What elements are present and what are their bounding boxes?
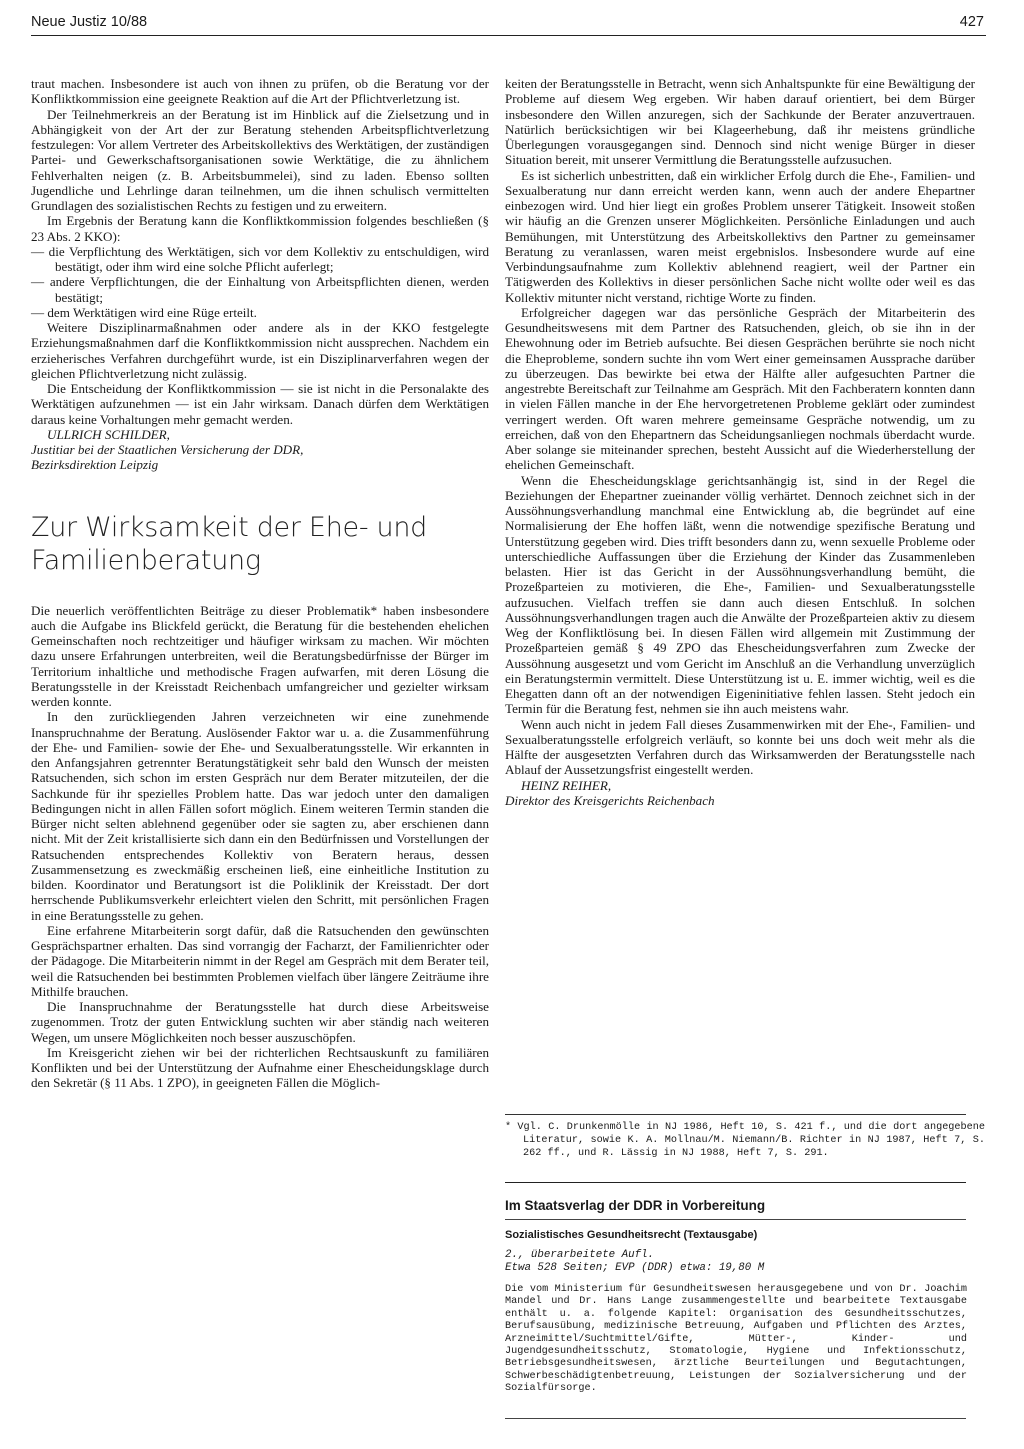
author-name: HEINZ REIHER,: [521, 777, 612, 793]
section-title-line: Zur Wirksamkeit der Ehe- und: [31, 511, 428, 543]
author-name: ULLRICH SCHILDER,: [47, 426, 170, 442]
paragraph: Im Ergebnis der Beratung kann die Konfliktkommission folgendes beschließen (§ 23 Abs. 2 KKO):: [31, 213, 489, 244]
paragraph: Wenn auch nicht in jedem Fall dieses Zusammenwirken mit der Ehe-, Familien- und Sexualberatungsstelle erfolgreich verläuft, so konnte bei uns doch weit mehr als die Hälfte der ausgesetzten Verfahren durch das Wirksamwerden der Beratungsstelle nach Ablauf der Aussetzungsfrist eingestellt werden.: [505, 716, 975, 778]
list-item: — andere Verpflichtungen, die der Einhaltung von Arbeitspflichten dienen, werden bestätigt;: [31, 274, 489, 305]
page-number: 427: [959, 14, 984, 30]
paragraph: Die Entscheidung der Konfliktkommission — sie ist nicht in die Personalakte des Werktätigen aufzunehmen — ist ein Jahr wirksam. Danach dürfen dem Werktätigen daraus keine Vorhaltungen mehr gemacht werden.: [31, 381, 489, 427]
announcement-rule-bottom: [505, 1418, 966, 1419]
header-rule: [31, 35, 986, 36]
paragraph: Wenn die Ehescheidungsklage gerichtsanhängig ist, sind in der Regel die Beziehungen der Ehepartner zueinander völlig verhärtet. Dennoch zeichnet sich in der Aussöhnungsverhandlung manchmal eine Entwicklung ab, die begründet auf eine Normalisierung der Ehe hoffen läßt, wenn die notwendige spezifische Beratung und Unterstützung gegeben wird. Dies trifft besonders dann zu, wenn sexuelle Probleme oder unterschiedliche Auffassungen über die Erziehung der Kinder das Zusammenleben belasten. Hier ist das Gericht in der Aussöhnungsverhandlung bemüht, die Prozeßparteien zu motivieren, die Ehe-, Familien- und Sexualberatungsstelle aufzusuchen. Vielfach treffen sie dann auch diesen Entschluß. In solchen Aussöhnungsverhandlungen tragen auch die Anwälte der Prozeßparteien aktiv zu diesem Weg der Konfliktlösung bei. In diesen Fällen wird allgemein mit Zustimmung der Prozeßparteien gemäß § 49 ZPO das Ehescheidungsverfahren zum Zwecke der Aussöhnung ausgesetzt und vom Gericht im Anschluß an die Verhandlung unverzüglich ein Beratungstermin vermittelt. Diese Unterstützung ist u. E. immer wichtig, weil es die Ehegatten dann oft an der notwendigen Eigeninitiative fehlen lassen. Steht jedoch ein Termin für die Beratung fest, nehmen sie ihn auch meistens wahr.: [505, 472, 975, 717]
paragraph: keiten der Beratungsstelle in Betracht, wenn sich Anhaltspunkte für eine Bewältigung der Probleme auf diesem Weg ergeben. Wir haben darauf orientiert, bei dem Bürger insbesondere den Willen anzuregen, sich der Sachkunde der Berater anzuvertrauen. Natürlich berücksichtigen wir bei Klageerhebung, daß ihr meistens gründliche Überlegungen vorausgegangen sind. Dennoch sind nicht wenige Bürger in dieser Situation bereit, mit unserer Vermittlung die Beratungsstelle aufzusuchen.: [505, 76, 975, 168]
list-item: — die Verpflichtung des Werktätigen, sich vor dem Kollektiv zu entschuldigen, wird bestätigt, oder ihm wird eine solche Pflicht auferlegt;: [31, 243, 489, 274]
left-column: [31, 76, 489, 1091]
right-column: [505, 76, 975, 808]
journal-header: Neue Justiz 10/88: [31, 14, 148, 30]
announcement-title: Im Staatsverlag der DDR in Vorbereitung: [505, 1198, 766, 1213]
book-details: Etwa 528 Seiten; EVP (DDR) etwa: 19,80 M: [505, 1262, 765, 1274]
author-affiliation: Bezirksdirektion Leipzig: [31, 457, 159, 473]
paragraph: Weitere Disziplinarmaßnahmen oder andere als in der KKO festgelegte Erziehungsmaßnahmen darf die Konfliktkommission nicht aussprechen. Nachdem ein erzieherisches Verfahren durchgeführt wurde, ist ein Disziplinarverfahren wegen der gleichen Pflichtverletzung nicht zulässig.: [31, 320, 489, 381]
author-title: Justitiar bei der Staatlichen Versicherung der DDR,: [31, 442, 304, 457]
footnote: * Vgl. C. Drunkenmölle in NJ 1986, Heft 10, S. 421 f., und die dort angegebene Literatur, sowie K. A. Mollnau/M. Niemann/B. Richter in NJ 1987, Heft 7, S. 262 ff., und R. Lässig in NJ 1988, Heft 7, S. 291.: [505, 1122, 985, 1159]
paragraph: Im Kreisgericht ziehen wir bei der richterlichen Rechtsauskunft zu familiären Konflikten und bei der Unterstützung der Aufnahme einer Ehescheidungsklage durch den Sekretär (§ 11 Abs. 1 ZPO), in geeigneten Fällen die Möglich-: [31, 1044, 489, 1091]
book-description: Die vom Ministerium für Gesundheitswesen herausgegebene und von Dr. Joachim Mandel und Dr. Hans Lange zusammengestellte und bearbeitete Textausgabe enthält u. a. folgende Kapitel: Organisation des Gesundheitsschutzes, Berufsausübung, medizinische Betreuung, Aufgaben und Pflichten des Arztes, Arzneimittel/Suchtmittel/Gifte, Mütter-, Kinder- und Jugendgesundheitsschutz, Stomatologie, Hygiene und Infektionsschutz, Betriebsgesundheitswesen, ärztliche Beurteilungen und Begutachtungen, Schwerbeschädigtenbetreuung, Leistungen der Sozialversicherung und der Sozialfürsorge.: [505, 1284, 967, 1395]
book-title: Sozialistisches Gesundheitsrecht (Textausgabe): [505, 1229, 758, 1241]
announcement-rule: [505, 1219, 966, 1220]
section-title: [31, 511, 489, 577]
paragraph: Eine erfahrene Mitarbeiterin sorgt dafür, daß die Ratsuchenden den gewünschten Gesprächspartner erhalten. Das sind vorrangig der Facharzt, der Familienrichter oder der Pädagoge. Die Mitarbeiterin nimmt in der Regel am Gespräch mit dem Berater teil, weil die Ratsuchenden bei bestimmten Problemen vielfach über längere Zeiträume ihre Mithilfe brauchen.: [31, 922, 489, 999]
paragraph: Die neuerlich veröffentlichten Beiträge zu dieser Problematik* haben insbesondere auch die Aufgabe ins Blickfeld gerückt, die Beratung für die bestehenden ehelichen Gemeinschaften noch rechtzeitiger und häufiger wirksam zu machen. Wir möchten dazu unsere Erfahrungen unterbreiten, weil die Beratungsbedürfnisse der Bürger im Territorium inhaltliche und methodische Fragen aufwarfen, mit deren Lösung die Beratungsstelle in der Kreisstadt Reichenbach umfangreicher und gezielter wirksam werden konnte.: [31, 602, 489, 709]
book-edition: 2., überarbeitete Aufl.: [505, 1249, 655, 1261]
paragraph: Erfolgreicher dagegen war das persönliche Gespräch der Mitarbeiterin des Gesundheitswesens mit dem Partner des Ratsuchenden, gleich, ob sie ihn in der Ehewohnung oder im Betrieb aufsuchte. Bei diesen Gesprächen berührte sie noch nicht die Eheprobleme, sondern suchte ihn vom Wert einer gemeinsamen Aussprache darüber zu überzeugen. Das bewirkte bei etwa der Hälfte aller aufgesuchten Partner die angestrebte Bereitschaft zur Teilnahme am Gespräch. Mit den Fachberatern konnten dann in vielen Fällen manche in der Ehe hervorgetretenen Probleme geklärt oder zumindest verringert werden. Oft waren mehrere gemeinsame Gespräche notwendig, um zu erreichen, daß von den Ehepartnern das Scheidungsanliegen nochmals überdacht wurde. Aber solange sie miteinander sprechen, besteht Aussicht auf die Wiederherstellung der ehelichen Gemeinschaft.: [505, 304, 975, 473]
paragraph: Es ist sicherlich unbestritten, daß ein wirklicher Erfolg durch die Ehe-, Familien- und Sexualberatung nur dann erreicht werden kann, wenn auch der andere Ehepartner einbezogen wird. Und hier liegt ein großes Problem unserer Tätigkeit. Insoweit stoßen wir häufig an die Grenzen unserer Möglichkeiten. Persönliche Einladungen und auch Bemühungen, mit Unterstützung des Arbeitskollektivs den Partner zu gemeinsamer Beratung zu veranlassen, waren meist ergebnislos. Insbesondere wurde auf eine Verbindungsaufnahme zum Kollektiv ablehnend reagiert, weil der Partner ein Tätigwerden des Kollektivs in dieser persönlichen Sache nicht wollte oder weil es das Kollektiv mitunter nicht verstand, richtige Worte zu finden.: [505, 167, 975, 305]
paragraph: In den zurückliegenden Jahren verzeichneten wir eine zunehmende Inanspruchnahme der Beratung. Auslösender Faktor war u. a. die Zusammenführung der Ehe- und Familien- sowie der Ehe- und Sexualberatungsstelle. Wir erkannten in den Anfangsjahren getrennter Beratungstätigkeit sehr bald den Wunsch der meisten Ratsuchenden, sich schon im ersten Gespräch nur dem Berater mitzuteilen, der die Sachkunde für ihr spezielles Problem hatte. Das war jedoch unter den damaligen Bedingungen nicht in allen Fällen sofort möglich. Einem weiteren Termin standen die Bürger nicht selten ablehnend gegenüber oder sie sagten zu, aber erschienen dann nicht. Mit der Zeit kristallisierte sich dann ein den Bedürfnissen und Vorstellungen der Ratsuchenden entsprechendes Kollektiv von Beratern heraus, dessen Zusammensetzung es zweckmäßig erscheinen ließ, eine einheitliche Institution zu bilden. Koordinator und Beratungsort ist die Poliklinik der Kreisstadt. Der dort herrschende Publikumsverkehr erleichtert vielen den Schritt, mit persönlichen Fragen in eine Beratungsstelle zu gehen.: [31, 709, 489, 923]
section-title-line: Familienberatung: [31, 544, 261, 576]
footnote-rule: [505, 1114, 966, 1115]
author-title: Direktor des Kreisgerichts Reichenbach: [505, 792, 715, 808]
book-meta: [505, 1249, 764, 1275]
list-item: — dem Werktätigen wird eine Rüge erteilt.: [31, 304, 257, 320]
paragraph: Der Teilnehmerkreis an der Beratung ist im Hinblick auf die Zielsetzung und in Abhängigkeit von der Art der zur Beratung stehenden Arbeitspflichtverletzung festzulegen: Vor allem Vertreter des Arbeitskollektivs des Werktätigen, der zuständigen Partei- und Gewerkschaftsorganisationen sowie Werktätige, die zu ähnlichem Fehlverhalten neigen (z. B. Arbeitsbummelei), sind zu laden. Ebenso sollten Jugendliche und Lehrlinge daran teilnehmen, um die ihnen schulisch vermittelten Grundlagen des sozialistischen Rechts zu festigen und zu erweitern.: [31, 106, 489, 213]
announcement-rule-top: [505, 1182, 966, 1183]
paragraph: Die Inanspruchnahme der Beratungsstelle hat durch diese Arbeitsweise zugenommen. Trotz der guten Entwicklung suchten wir aber ständig nach weiteren Wegen, um unsere Möglichkeiten noch besser auszuschöpfen.: [31, 999, 489, 1045]
paragraph: traut machen. Insbesondere ist auch von ihnen zu prüfen, ob die Beratung vor der Konfliktkommission eine geeignete Reaktion auf die Art der Pflichtverletzung ist.: [31, 76, 489, 107]
